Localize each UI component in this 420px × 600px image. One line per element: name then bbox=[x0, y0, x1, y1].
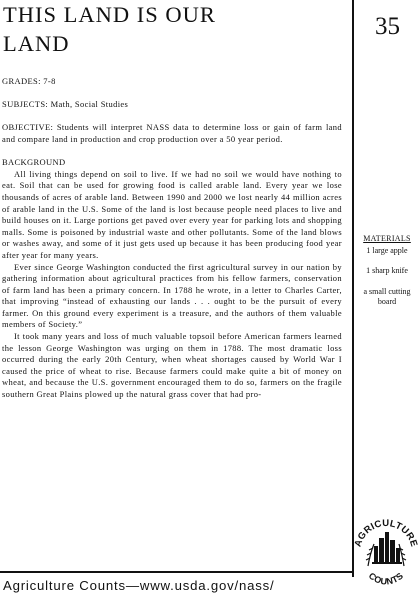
subjects-line: SUBJECTS: Math, Social Studies bbox=[2, 99, 129, 110]
page-number: 35 bbox=[375, 13, 400, 40]
agriculture-counts-logo bbox=[352, 508, 420, 600]
background-paragraph-1: All living things depend on soil to live. If we had no soil we would have nothing to eat. Soil that can be used for growing food is called arable land. Every year we lose thousands of acres of arable land. Between 1990 and 2000 we lost nearly 44 million acres of arable land in the U.S. Some of the land is lost because people need places to live and build houses on it. Large portions get paved over every year for parking lots and shopping malls. Some is poisoned by industrial waste and other pollutants. Some of the land blows or washes away, and some of it just gets used up because it has been producing food year after year for many years. bbox=[2, 168, 342, 260]
background-paragraph-2: Ever since George Washington conducted the first agricultural survey in our nation by gathering information about agricultural practices from his fellow farmers, conservation of farm land has been a primary concern. In 1788 he wrote, in a letter to Charles Carter, that improving “instead of exhausting our lands . . . ought to be the pursuit of every farmer. On this ground every experiment is a treasure, and the authors of them valuable members of Society.” bbox=[2, 261, 342, 330]
materials-item: 1 large apple bbox=[366, 245, 408, 255]
grades-line: GRADES: 7-8 bbox=[2, 76, 56, 86]
footer-divider bbox=[0, 571, 352, 573]
materials-sidebar bbox=[354, 234, 420, 318]
background-paragraph-3: It took many years and loss of much valuable topsoil before American farmers learned the lesson George Washington was urging on them in 1788. The most dramatic loss occurred during the early 20th Century, when wheat shortages caused by World War I caused the price of wheat to rise. Because farmers could make quite a bit of money on wheat, and because the U.S. government encouraged them to do so, farmers on the fragile southern Great Plains plowed up the natural grass cover that had pro- bbox=[2, 331, 342, 400]
materials-heading: MATERIALS bbox=[363, 234, 411, 243]
logo-top-text: AGRICULTURE bbox=[352, 517, 420, 549]
materials-item: a small cutting board bbox=[363, 286, 411, 306]
title-line-1: THIS LAND IS OUR bbox=[3, 2, 216, 27]
materials-item: 1 sharp knife bbox=[366, 266, 408, 275]
logo-bottom-text: COUNTS bbox=[366, 570, 406, 587]
background-heading: BACKGROUND bbox=[2, 157, 66, 168]
objective-paragraph: OBJECTIVE: Students will interpret NASS data to determine loss or gain of farm land and compare land in production and crop production over a 50 year period. bbox=[2, 122, 342, 144]
city-skyline-icon bbox=[372, 532, 402, 564]
page-title bbox=[3, 0, 303, 58]
footer-text: Agriculture Counts—www.usda.gov/nass/ bbox=[3, 578, 275, 593]
main-text bbox=[2, 76, 342, 401]
title-line-2: LAND bbox=[3, 31, 70, 56]
